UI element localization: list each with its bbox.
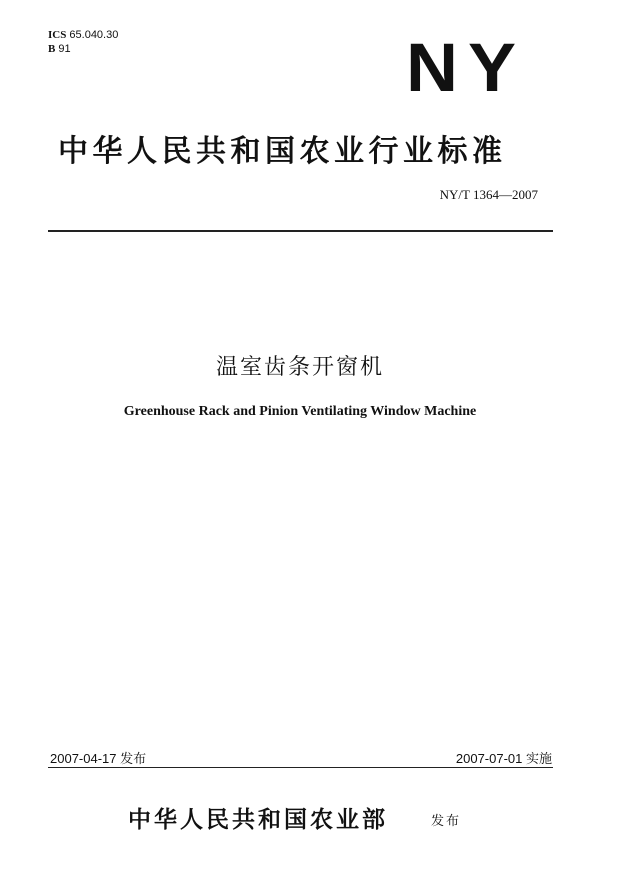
top-divider — [48, 230, 553, 232]
issuer-name: 中华人民共和国农业部 — [128, 807, 388, 833]
category-label: B — [48, 43, 56, 55]
issuer-verb: 发布 — [431, 814, 462, 829]
classification-block — [48, 28, 118, 56]
ics-line — [48, 28, 118, 42]
document-title-cn: 温室齿条开窗机 — [215, 355, 384, 380]
bottom-divider — [48, 767, 553, 768]
standard-title: 中华人民共和国农业行业标准 — [58, 134, 507, 169]
category-line — [48, 42, 118, 56]
ics-label: ICS — [48, 29, 67, 41]
ny-logo: NY — [406, 30, 527, 106]
implement-date: 2007-07-01 实施 — [455, 751, 552, 766]
document-title-en: Greenhouse Rack and Pinion Ventilating Window Machine — [123, 404, 477, 419]
publish-date: 2007-04-17 发布 — [50, 751, 147, 766]
ics-code: 65.040.30 — [69, 29, 119, 41]
category-code: 91 — [58, 43, 71, 55]
standard-code: NY/T 1364—2007 — [439, 187, 538, 202]
